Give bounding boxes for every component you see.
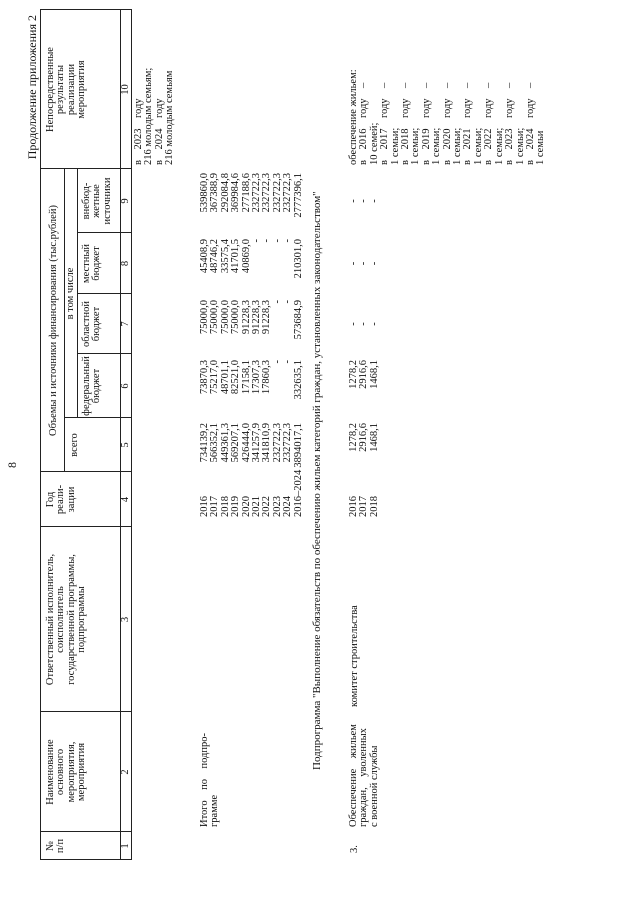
subtotal-years: 2016 2017 2018 2019 2020 2021 2022 2023 2024 2016–2024: [199, 469, 304, 517]
header-funding: Объемы и источники финансирования (тыс.рублей): [48, 205, 59, 436]
header-extrabudget: внебюд- жетные источники: [81, 177, 113, 225]
subtotal-label: Итого по подпро- грамме: [199, 733, 221, 827]
subtotal-local: 45408,9 48746,2 33575,4 41701,5 40869,0 - - - - 210301,0: [199, 239, 304, 279]
header-regional: областной бюджет: [81, 301, 103, 347]
row3-federal: 1278,2 2916,6 1468,1: [348, 360, 380, 389]
colnum: 2: [120, 769, 131, 775]
colnum: 8: [120, 260, 131, 267]
header-year: Год реали- зации: [45, 484, 77, 515]
colnum: 10: [120, 84, 131, 95]
row3-years: 2016 2017 2018: [348, 496, 380, 517]
header-local: местный бюджет: [81, 243, 103, 284]
continuation-label: Продолжение приложения 2: [25, 15, 39, 160]
subtotal-federal: 73870,3 75217,0 48701,1 82521,0 17158,1 17307,3 17860,3 - - 332635,1: [199, 360, 304, 400]
page-number: 8: [5, 462, 19, 468]
colnum: 3: [120, 616, 131, 623]
subtotal-regional: 75000,0 75000,0 75000,0 75000,0 91228,3 91228,3 91228,3 - - 573684,9: [199, 300, 304, 340]
header-total: всего: [69, 433, 80, 457]
header-top-line: [40, 10, 41, 860]
row3-executor: комитет строительства: [349, 605, 360, 707]
row3-extrabudget: - - -: [348, 199, 380, 203]
header-num: № п/п: [45, 838, 67, 854]
header-results: Непосредственные результаты реализации мероприятия: [45, 47, 88, 132]
colnum: 1: [120, 843, 131, 849]
header-name: Наименование основного мероприятия, мероприятия: [45, 739, 88, 805]
row3-number: 3.: [349, 845, 360, 853]
colnum: 7: [120, 321, 131, 327]
row3-total: 1278,2 2916,6 1468,1: [348, 423, 380, 452]
row3-local: - - -: [348, 261, 380, 266]
subprogram-title: Подпрограмма "Выполнение обязательств по обеспечению жильем категорий граждан, установленных законодательством": [311, 191, 323, 770]
colnum: 6: [120, 383, 131, 389]
colnum: 9: [120, 198, 131, 204]
header-including: в том числе: [65, 267, 76, 320]
subtotal-total: 734139,2 566352,1 449361,3 569207,1 426444,0 341257,9 341810,9 232722,3 232722,3 3894017,1: [199, 423, 304, 468]
colnum: 5: [120, 442, 131, 448]
row3-name: Обеспечение жильем граждан, уволенных с военной службы: [348, 724, 380, 827]
subtotal-extrabudget: 539860,0 367388,9 292084,8 369984,6 277188,6 232722,3 232722,3 232722,3 232722,3 2777396,1: [199, 173, 304, 218]
header-federal: федеральный бюджет: [81, 356, 103, 416]
top-results-text: в 2023 году 216 молодым семьям; в 2024 году 216 молодым семьям: [133, 67, 176, 165]
row3-regional: - - -: [348, 322, 380, 326]
colnum: 4: [120, 496, 131, 503]
row3-results: обеспечение жильем: в 2016 году – 10 семей; в 2017 году – 1 семьи; в 2018 году – 1 семьи; в 2019 году – 1 семьи; в 2020 году – 1 семьи; в 2021 году – 1 семьи; в 2022 году – 1 семьи; в 2023 году – 1 семьи; в 2024 году – 1 семьи: [348, 69, 547, 165]
header-executor: Ответственный исполнитель, соисполнитель государственной программы, подпрограммы: [45, 553, 88, 686]
